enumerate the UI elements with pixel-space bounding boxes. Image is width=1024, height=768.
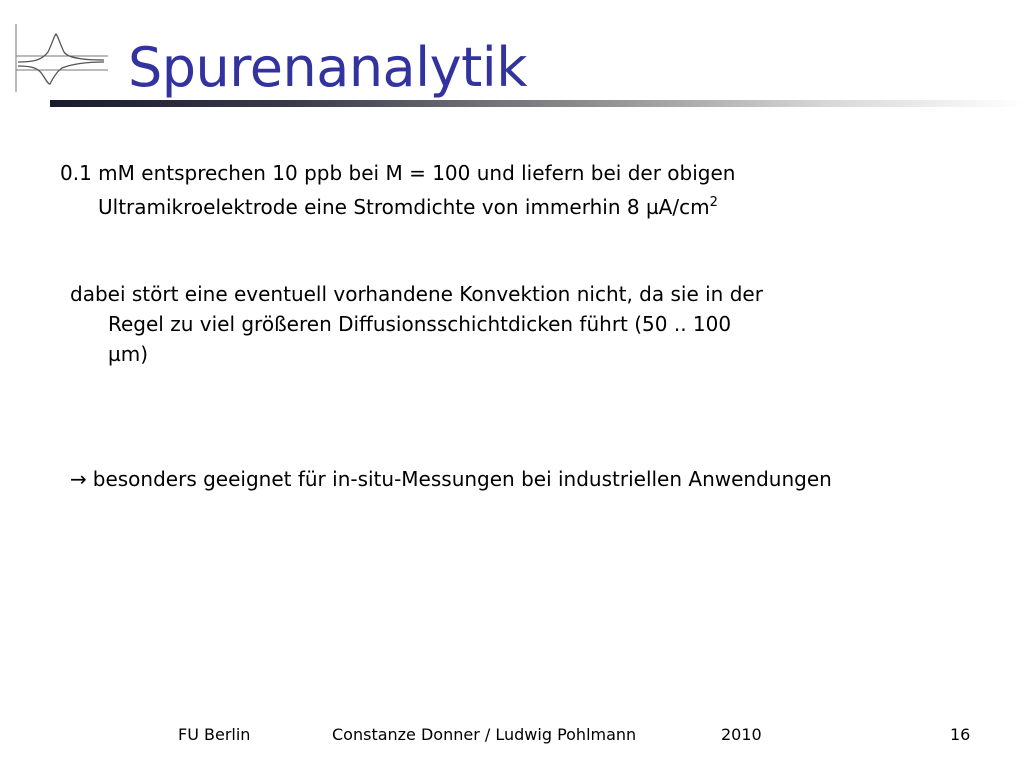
paragraph-line: dabei stört eine eventuell vorhandene Konvektion nicht, da sie in der xyxy=(70,282,763,306)
paragraph-conclusion xyxy=(70,464,970,494)
footer-page-number: 16 xyxy=(950,725,971,744)
footer-institution: FU Berlin xyxy=(178,725,251,744)
footer-year: 2010 xyxy=(721,725,762,744)
right-arrow-icon: → xyxy=(70,467,87,491)
title-underline-bar xyxy=(50,100,1024,107)
paragraph-line: Regel zu viel größeren Diffusionsschichtdicken führt (50 .. 100 xyxy=(108,312,732,336)
superscript: 2 xyxy=(709,195,718,210)
cyclic-voltammogram-logo-icon xyxy=(12,22,112,94)
paragraph-line: µm) xyxy=(108,342,149,366)
slide-title: Spurenanalytik xyxy=(128,36,528,99)
paragraph-line: 0.1 mM entsprechen 10 ppb bei M = 100 und liefern bei der obigen xyxy=(60,161,736,185)
paragraph-current-density xyxy=(60,158,860,222)
paragraph-line-text: Ultramikroelektrode eine Stromdichte von immerhin 8 µA/cm xyxy=(98,195,710,219)
paragraph-line xyxy=(60,188,860,222)
footer-authors: Constanze Donner / Ludwig Pohlmann xyxy=(332,725,637,744)
paragraph-convection xyxy=(70,279,870,369)
conclusion-text: besonders geeignet für in-situ-Messungen bei industriellen Anwendungen xyxy=(92,467,832,491)
